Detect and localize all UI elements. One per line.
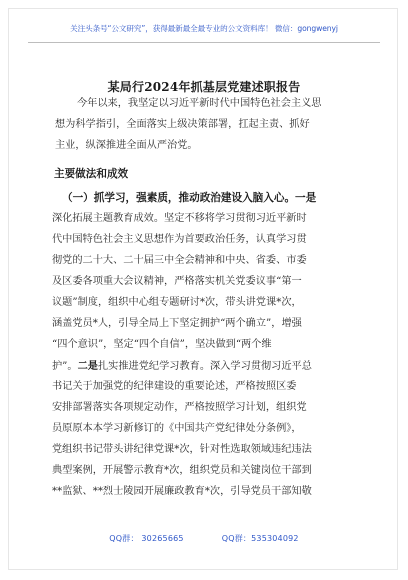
para1-line: 深化拓展主题教育成效。坚定不移将学习贯彻习近平新时 (52, 213, 307, 224)
intro-line: 主业，纵深推进全面从严治党。 (55, 140, 198, 151)
para2-lead-rest: 扎实推进党纪学习教育。深入学习贯彻习近平总 (97, 361, 312, 372)
footer-qq-group-1: QQ群： 30265665 (109, 534, 184, 543)
para2-lead-normal: 护”。 (52, 361, 78, 372)
header-promo-note: 关注头条号“公文研究”，获得最新最全最专业的公文资料库！ 微信：gongwenyj (70, 24, 338, 33)
para2-line: 员原原本本学习新修订的《中国共产党纪律处分条例》， (52, 423, 302, 434)
para1-line: 议题”制度，组织中心组专题研讨*次，带头讲党课*次， (52, 297, 302, 308)
para2-line: 安排部署落实各项规定动作，严格按照学习计划，组织党 (52, 402, 307, 413)
header-divider (28, 42, 380, 43)
para1-line: “四个意识”，坚定“四个自信”，坚决做到“两个维 (52, 339, 272, 350)
para2-line: **监狱、**烈士陵园开展廉政教育*次，引导党员干部知敬 (52, 486, 312, 497)
para1-line: 涵盖党员*人，引导全局上下坚定拥护“两个确立”，增强 (52, 318, 302, 329)
para1-heading: （一）抓学习，强素质，推动政治建设入脑入心。一是 (62, 192, 317, 204)
footer-contacts (0, 533, 408, 544)
para2-line: 党组织书记带头讲纪律党课*次，针对性选取领域违纪违法 (52, 444, 312, 455)
para2-lead-line (52, 360, 408, 373)
section-heading: 主要做法和成效 (54, 168, 129, 180)
para1-line: 彻党的二十大、二十届三中全会精神和中央、省委、市委 (52, 255, 307, 266)
para2-line: 典型案例，开展警示教育*次，组织党员和关键岗位干部到 (52, 465, 312, 476)
footer-qq-group-2: QQ群：535304092 (221, 534, 299, 543)
intro-line: 想为科学指引，全面落实上级决策部署，扛起主责、抓好 (55, 119, 310, 130)
para2-line: 书记关于加强党的纪律建设的重要论述，严格按照区委 (52, 381, 297, 392)
para1-line: 代中国特色社会主义思想作为首要政治任务，认真学习贯 (52, 234, 307, 245)
intro-line: 今年以来，我坚定以习近平新时代中国特色社会主义思 (77, 98, 322, 109)
para2-lead-bold: 二是 (77, 360, 98, 372)
document-title: 某局行2024年抓基层党建述职报告 (107, 80, 301, 94)
para1-line: 及区委各项重大会议精神，严格落实机关党委议事“第一 (52, 276, 302, 287)
